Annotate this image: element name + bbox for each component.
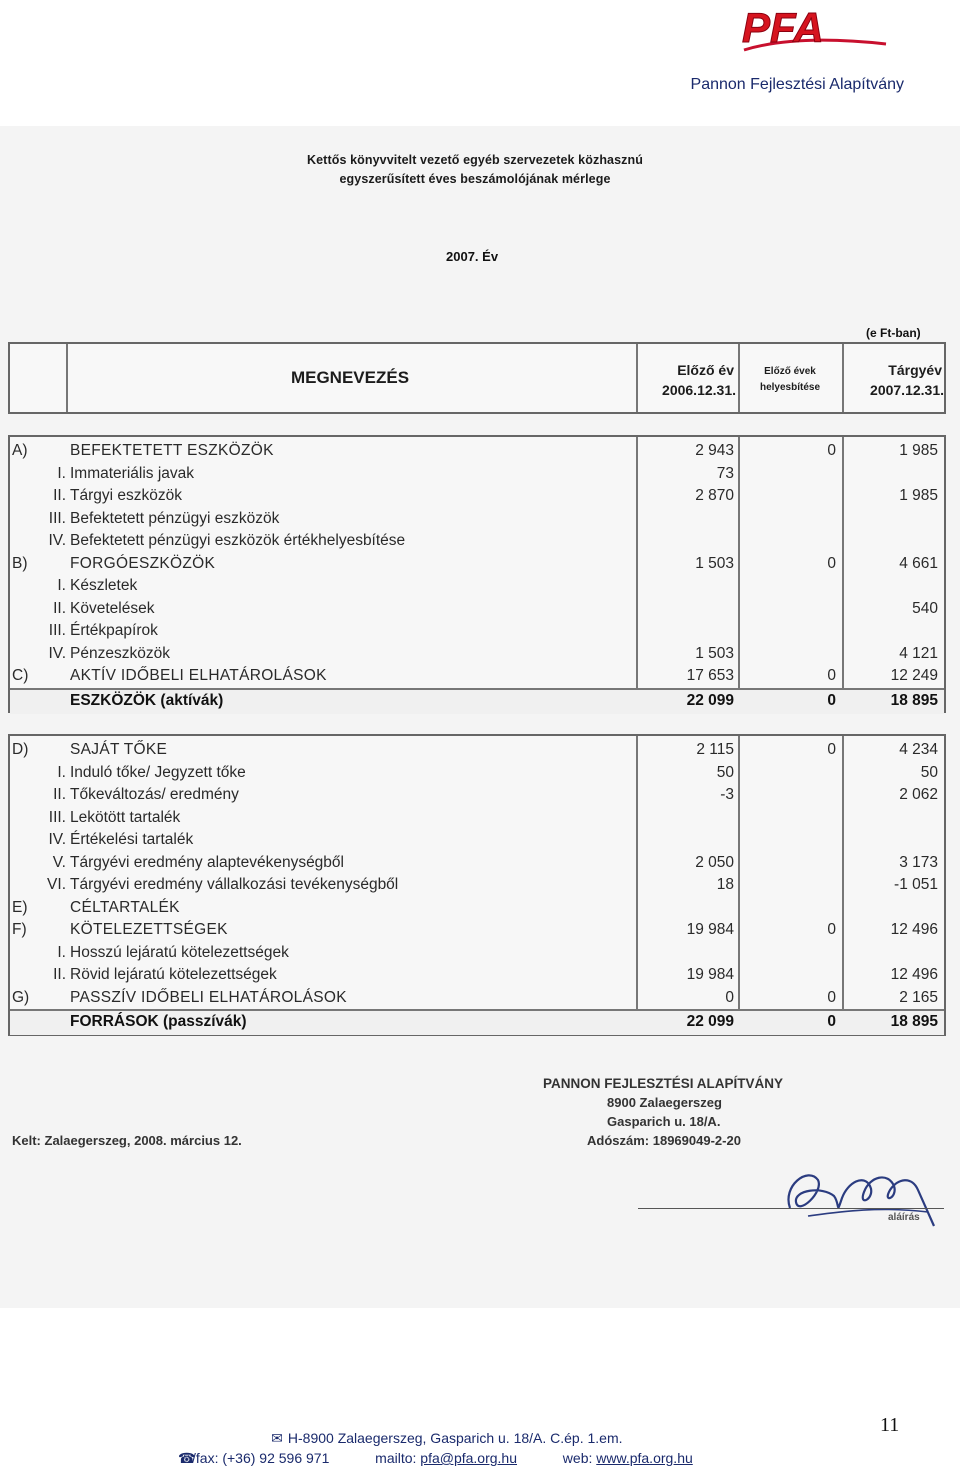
table-row: [10, 762, 944, 785]
row-roman-number: II.: [53, 786, 66, 803]
row-label: Tárgyévi eredmény vállalkozási tevékenységből: [70, 876, 399, 893]
row-code: E): [12, 898, 28, 916]
footer-web-link[interactable]: www.pfa.org.hu: [596, 1450, 693, 1466]
row-roman-number: I.: [57, 943, 66, 961]
row-label: CÉLTARTALÉK: [70, 898, 180, 916]
organization-stamp: [543, 1074, 783, 1150]
total-current-value: 18 895: [890, 1013, 938, 1030]
prev-year-value: 2 943: [695, 442, 734, 459]
row-label: Pénzeszközök: [70, 644, 170, 662]
total-row: [10, 688, 944, 714]
table-row: [10, 897, 944, 920]
footer-mail-prefix: mailto:: [375, 1450, 417, 1466]
correction-value: 0: [827, 741, 836, 758]
table-row: [10, 575, 944, 598]
row-label: SAJÁT TŐKE: [70, 741, 168, 758]
page-number: 11: [880, 1414, 900, 1436]
table-row: [10, 987, 944, 1010]
total-current-value: 18 895: [890, 691, 938, 709]
prev-year-value: 1 503: [695, 554, 734, 572]
row-roman-number: I.: [57, 464, 66, 482]
correction-value: 0: [827, 921, 836, 938]
svg-text:PFA: PFA: [742, 4, 824, 51]
table-row: [10, 739, 944, 762]
envelope-icon: ✉: [271, 1430, 283, 1446]
total-row: [10, 1009, 944, 1035]
row-label: Értékpapírok: [70, 622, 158, 639]
row-label: Befektetett pénzügyi eszközök: [70, 509, 280, 527]
footer-email-link[interactable]: pfa@pfa.org.hu: [420, 1450, 518, 1466]
current-year-value: 12 496: [890, 966, 938, 983]
table-row: [10, 485, 944, 508]
row-label: PASSZÍV IDŐBELI ELHATÁROLÁSOK: [70, 988, 347, 1006]
row-label: Tárgyi eszközök: [70, 487, 182, 504]
total-correction-value: 0: [827, 691, 836, 709]
column-curr-date: 2007.12.31.: [870, 382, 944, 398]
footer-contacts: [178, 1450, 693, 1467]
table-row: [10, 530, 944, 553]
stamp-line-3: Gasparich u. 18/A.: [607, 1114, 721, 1129]
prev-year-value: 2 870: [695, 487, 734, 504]
report-year: 2007. Év: [446, 249, 499, 264]
handwritten-signature: [778, 1146, 948, 1246]
row-code: B): [12, 554, 28, 572]
row-roman-number: I.: [57, 577, 66, 594]
stamp-line-1: PANNON FEJLESZTÉSI ALAPÍTVÁNY: [543, 1076, 784, 1091]
row-label: AKTÍV IDŐBELI ELHATÁROLÁSOK: [70, 667, 327, 684]
organization-name: Pannon Fejlesztési Alapítvány: [690, 76, 904, 93]
pfa-logo: [736, 4, 906, 56]
row-label: Hosszú lejáratú kötelezettségek: [70, 943, 289, 961]
prev-year-value: 50: [716, 763, 734, 781]
table-row: [10, 508, 944, 531]
row-label: Tárgyévi eredmény alaptevékenységből: [70, 853, 344, 871]
row-label: Immateriális javak: [70, 464, 195, 482]
footer-address: [270, 1430, 623, 1447]
table-row: [10, 942, 944, 965]
column-name-header: MEGNEVEZÉS: [290, 368, 410, 387]
row-code: F): [12, 921, 27, 938]
row-code: C): [12, 667, 29, 684]
prev-year-value: 2 115: [696, 741, 734, 758]
row-roman-number: III.: [48, 808, 66, 826]
column-corr-label1: Előző évek: [764, 366, 816, 377]
prev-year-value: 17 653: [686, 667, 734, 684]
table-row: [10, 553, 944, 576]
total-correction-value: 0: [827, 1013, 836, 1030]
prev-year-value: 0: [725, 988, 734, 1006]
current-year-value: 4 234: [899, 741, 938, 758]
stamp-line-4: Adószám: 18969049-2-20: [587, 1133, 741, 1148]
table-row: [10, 829, 944, 852]
stamp-line-2: 8900 Zalaegerszeg: [607, 1095, 722, 1110]
total-prev-value: 22 099: [686, 691, 734, 709]
table-row: [10, 643, 944, 666]
table-row: [10, 620, 944, 643]
row-label: Lekötött tartalék: [70, 808, 181, 826]
total-prev-value: 22 099: [686, 1013, 734, 1030]
correction-value: 0: [827, 554, 836, 572]
column-prev-date: 2006.12.31.: [662, 382, 736, 398]
footer-phone: /fax: (+36) 92 596 971: [192, 1450, 330, 1466]
prev-year-value: 19 984: [686, 921, 734, 938]
table-row: [10, 919, 944, 942]
row-roman-number: V.: [52, 853, 66, 871]
row-roman-number: III.: [48, 622, 66, 639]
row-label: Követelések: [70, 599, 155, 617]
current-year-value: 2 165: [899, 988, 938, 1006]
correction-value: 0: [827, 988, 836, 1006]
column-corr-label2: helyesbítése: [759, 382, 821, 393]
row-label: Tőkeváltozás/ eredmény: [70, 786, 239, 803]
current-year-value: 2 062: [899, 786, 938, 803]
correction-value: 0: [827, 442, 836, 459]
document-title-line1: Kettős könyvvitelt vezető egyéb szervezetek közhasznú: [307, 153, 643, 167]
row-label: Értékelési tartalék: [70, 831, 194, 848]
table-row: [10, 598, 944, 621]
current-year-value: 12 249: [890, 667, 938, 684]
table-row: [10, 874, 944, 897]
prev-year-value: 19 984: [686, 966, 734, 983]
current-year-value: 4 121: [899, 644, 938, 662]
table-row: [10, 665, 944, 688]
column-curr-label: Tárgyév: [888, 362, 942, 378]
table-row: [10, 807, 944, 830]
current-year-value: 12 496: [890, 921, 938, 938]
correction-value: 0: [827, 667, 836, 684]
total-label: FORRÁSOK (passzívák): [70, 1013, 247, 1030]
row-roman-number: IV.: [48, 644, 66, 662]
row-roman-number: IV.: [48, 532, 66, 549]
current-year-value: 1 985: [899, 487, 938, 504]
current-year-value: -1 051: [894, 876, 938, 893]
current-year-value: 4 661: [899, 554, 938, 572]
row-label: KÖTELEZETTSÉGEK: [70, 921, 228, 938]
prev-year-value: 73: [716, 464, 734, 482]
table-row: [10, 964, 944, 987]
current-year-value: 540: [912, 599, 938, 617]
column-prev-label: Előző év: [677, 362, 734, 378]
signature-label: aláírás: [888, 1212, 920, 1223]
prev-year-value: 1 503: [695, 644, 734, 662]
row-roman-number: II.: [53, 599, 66, 617]
date-place: Kelt: Zalaegerszeg, 2008. március 12.: [12, 1133, 242, 1148]
row-code: G): [12, 988, 30, 1006]
scanned-balance-sheet: [0, 126, 960, 1308]
table-row: [10, 463, 944, 486]
row-roman-number: VI.: [47, 876, 66, 893]
row-label: Befektetett pénzügyi eszközök értékhelyesbítése: [70, 532, 406, 549]
row-code: A): [12, 442, 28, 459]
footer-address-text: H-8900 Zalaegerszeg, Gasparich u. 18/A. C.ép. 1.em.: [287, 1430, 623, 1446]
row-roman-number: I.: [57, 763, 66, 781]
row-label: Rövid lejáratú kötelezettségek: [70, 966, 277, 983]
table-row: [10, 784, 944, 807]
table-row: [10, 440, 944, 463]
table-header: [8, 342, 946, 414]
row-code: D): [12, 741, 29, 758]
footer-web-prefix: web:: [562, 1450, 593, 1466]
phone-icon: ☎: [178, 1450, 196, 1466]
currency-unit: (e Ft-ban): [866, 326, 921, 340]
assets-table: [8, 435, 946, 713]
total-label: ESZKÖZÖK (aktívák): [70, 691, 224, 709]
prev-year-value: 18: [716, 876, 734, 893]
signature-line: [638, 1208, 944, 1209]
row-label: Készletek: [70, 577, 138, 594]
row-label: BEFEKTETETT ESZKÖZÖK: [70, 442, 274, 459]
prev-year-value: -3: [720, 786, 734, 803]
current-year-value: 3 173: [899, 853, 938, 871]
current-year-value: 1 985: [899, 442, 938, 459]
current-year-value: 50: [920, 763, 938, 781]
document-title-line2: egyszerűsített éves beszámolójának mérlege: [339, 172, 611, 186]
liabilities-table: [8, 734, 946, 1036]
row-roman-number: II.: [53, 966, 66, 983]
table-row: [10, 852, 944, 875]
row-roman-number: II.: [53, 487, 66, 504]
prev-year-value: 2 050: [695, 853, 734, 871]
row-roman-number: III.: [48, 509, 66, 527]
row-label: FORGÓESZKÖZÖK: [70, 554, 216, 572]
row-roman-number: IV.: [48, 831, 66, 848]
row-label: Induló tőke/ Jegyzett tőke: [70, 763, 246, 781]
